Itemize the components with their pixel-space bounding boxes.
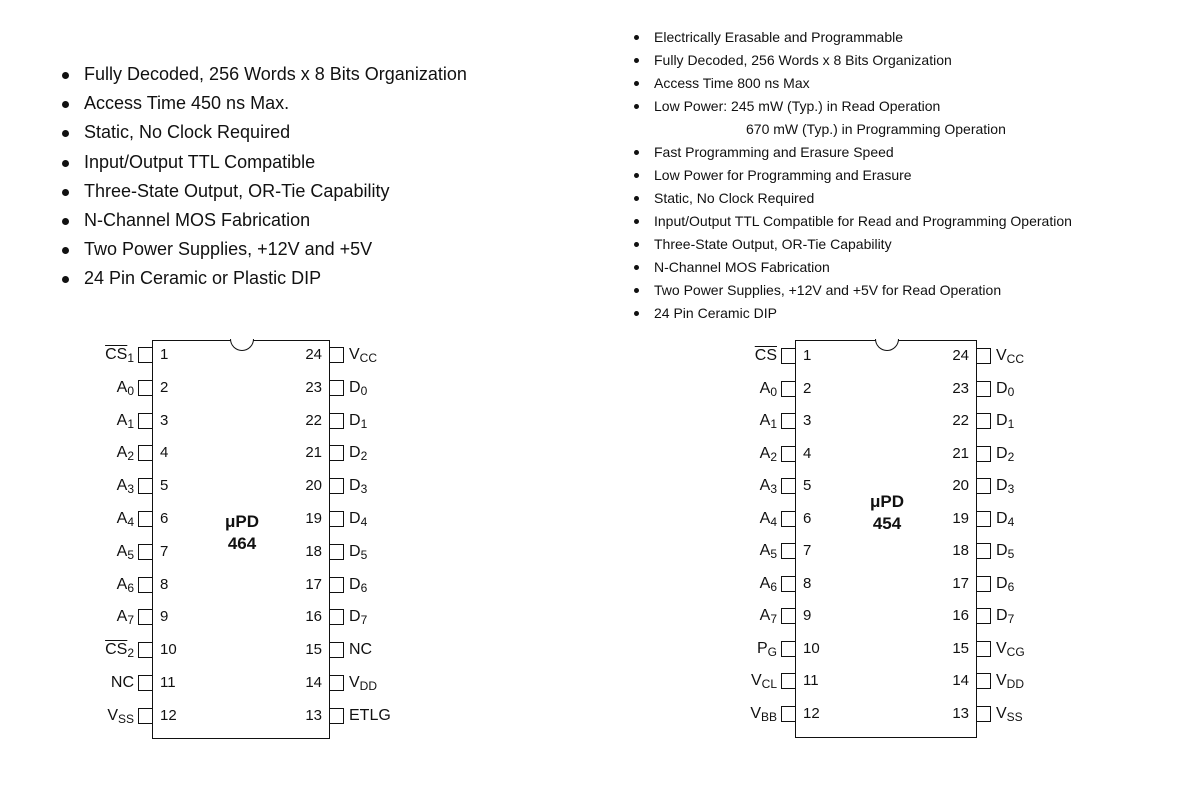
pin-stub	[781, 641, 796, 657]
pin-label	[349, 606, 367, 631]
pin-number: 10	[803, 639, 820, 657]
pin-symbol: V	[750, 704, 761, 722]
pin-stub	[781, 511, 796, 527]
feature-item: Three-State Output, OR-Tie Capability	[634, 235, 1072, 258]
pin-subscript: 7	[1007, 612, 1015, 626]
pin-number: 2	[803, 379, 812, 397]
pin-number: 4	[160, 444, 169, 462]
pin-subscript: 7	[360, 613, 368, 628]
pin-subscript: 1	[127, 416, 134, 431]
pin-stub	[329, 544, 344, 560]
pin-stub	[138, 675, 153, 691]
pin-stub	[138, 445, 153, 461]
pin-symbol: A	[116, 608, 128, 626]
pin-symbol: A	[759, 444, 771, 462]
pin-symbol: D	[996, 574, 1008, 592]
pin-subscript: 5	[770, 547, 777, 561]
pin-subscript: 5	[127, 547, 134, 562]
pin-symbol: D	[996, 542, 1008, 559]
pin-label	[996, 378, 1014, 403]
pin-label	[80, 639, 134, 664]
pin-stub	[781, 706, 796, 722]
feature-item: N-Channel MOS Fabrication	[62, 209, 467, 238]
pin-symbol: A	[116, 510, 128, 527]
pin-subscript: 4	[1007, 514, 1015, 529]
pin-subscript: 6	[127, 580, 134, 595]
pin-number: 21	[305, 444, 322, 462]
pin-stub	[329, 708, 344, 724]
pin-stub	[976, 478, 991, 494]
pin-number: 23	[305, 378, 322, 396]
pin-subscript: 3	[360, 482, 368, 497]
pin-symbol: A	[116, 378, 128, 396]
pin-stub	[781, 478, 796, 494]
pin-number: 12	[160, 706, 177, 724]
pin-number: 1	[803, 347, 812, 364]
pin-symbol: D	[349, 575, 361, 593]
pin-subscript: DD	[359, 679, 378, 693]
pin-label	[996, 475, 1014, 500]
pin-stub	[329, 445, 344, 461]
pin-subscript: 2	[1007, 449, 1015, 464]
pin-symbol: P	[756, 639, 768, 657]
pin-stub	[976, 511, 991, 527]
pin-number: 24	[305, 346, 322, 363]
pin-symbol: NC	[110, 674, 134, 691]
pin-subscript: 1	[127, 351, 134, 365]
pin-number: 22	[305, 411, 322, 429]
pin-number: 2	[160, 378, 169, 396]
upd464-feature-list	[62, 63, 467, 297]
pin-stub	[976, 673, 991, 689]
pin-symbol: D	[349, 510, 361, 527]
pin-symbol: V	[750, 672, 762, 689]
pin-stub	[329, 642, 344, 658]
pin-stub	[976, 641, 991, 657]
pin-number: 11	[803, 672, 819, 689]
pin-number: 11	[160, 674, 176, 691]
pin-subscript: SS	[117, 711, 134, 726]
pin-stub	[329, 478, 344, 494]
pin-number: 17	[305, 575, 322, 593]
pin-subscript: 0	[360, 383, 368, 398]
pin-subscript: 0	[1007, 384, 1015, 399]
pin-label	[720, 345, 777, 370]
pin-label	[996, 573, 1014, 598]
pin-subscript: BB	[760, 709, 777, 724]
pin-number: 24	[952, 347, 969, 364]
feature-item: Static, No Clock Required	[62, 121, 467, 150]
pin-number: 18	[305, 542, 322, 560]
pin-subscript: SS	[1006, 709, 1023, 724]
pin-label	[80, 672, 134, 697]
chip-name-prefix: μPD	[869, 492, 905, 511]
pin-symbol: A	[759, 509, 771, 527]
pin-label	[996, 410, 1014, 435]
pin-stub	[781, 673, 796, 689]
pin1-notch	[230, 339, 254, 351]
pin-subscript: 0	[770, 384, 777, 399]
pin-label	[349, 377, 367, 402]
pin-subscript: 6	[770, 579, 777, 594]
pin-symbol: $\overline{CS}$	[105, 346, 128, 363]
pin-symbol: V	[107, 706, 118, 724]
pin-subscript: DD	[1006, 677, 1025, 691]
pin-symbol: NC	[349, 641, 373, 659]
pin-number: 6	[803, 509, 812, 527]
pin-stub	[138, 708, 153, 724]
pin-subscript: 2	[127, 449, 134, 464]
feature-item: Low Power: 245 mW (Typ.) in Read Operation	[634, 97, 1072, 120]
pin-stub	[781, 413, 796, 429]
pin-number: 5	[803, 477, 812, 494]
pin-label	[720, 573, 777, 598]
pin-subscript: 7	[127, 613, 134, 628]
pin-symbol: V	[996, 639, 1007, 657]
pin-symbol: D	[996, 477, 1008, 494]
pin-subscript: 7	[770, 612, 777, 626]
pin-number: 3	[803, 412, 812, 429]
feature-item: Fast Programming and Erasure Speed	[634, 143, 1072, 166]
pin-subscript: 1	[360, 416, 368, 431]
pin-label	[720, 410, 777, 435]
pin-label	[349, 639, 372, 664]
pin-symbol: D	[349, 608, 361, 626]
feature-item: Fully Decoded, 256 Words x 8 Bits Organization	[634, 51, 1072, 74]
pin-subscript: 3	[770, 482, 777, 496]
pin-number: 20	[305, 477, 322, 495]
pin-stub	[138, 642, 153, 658]
pin-number: 15	[305, 641, 322, 659]
pin-label	[720, 378, 777, 403]
pin-symbol: A	[116, 411, 128, 429]
upd464-pin-diagram	[80, 335, 420, 745]
pin-number: 1	[160, 346, 169, 363]
feature-item: 24 Pin Ceramic or Plastic DIP	[62, 267, 467, 296]
pin-symbol: D	[996, 379, 1008, 397]
pin-number: 8	[160, 575, 169, 593]
pin-number: 9	[803, 607, 812, 624]
pin-label	[349, 672, 377, 697]
pin-label	[349, 705, 391, 730]
pin-number: 19	[305, 510, 322, 527]
pin-subscript: 6	[360, 580, 368, 595]
pin-label	[80, 541, 134, 566]
pin-number: 9	[160, 608, 169, 626]
pin-stub	[138, 544, 153, 560]
pin-number: 13	[952, 704, 969, 722]
pin-subscript: 6	[1007, 579, 1015, 594]
pin-label	[80, 705, 134, 730]
upd454-feature-list	[634, 28, 1072, 327]
pin-label	[349, 344, 377, 369]
pin-label	[80, 574, 134, 599]
pin-number: 13	[305, 706, 322, 724]
pin-number: 23	[952, 379, 969, 397]
feature-item: 24 Pin Ceramic DIP	[634, 304, 1072, 327]
pin-symbol: V	[349, 674, 360, 691]
feature-item: Three-State Output, OR-Tie Capability	[62, 180, 467, 209]
feature-item: Access Time 800 ns Max	[634, 74, 1072, 97]
pin-label	[349, 410, 367, 435]
feature-item: Two Power Supplies, +12V and +5V	[62, 238, 467, 267]
feature-item: Fully Decoded, 256 Words x 8 Bits Organization	[62, 63, 467, 92]
feature-item: Access Time 450 ns Max.	[62, 92, 467, 121]
pin-stub	[138, 577, 153, 593]
pin-subscript: 3	[127, 482, 134, 497]
pin-stub	[138, 413, 153, 429]
pin-label	[80, 410, 134, 435]
pin-symbol: A	[759, 477, 771, 494]
pin-symbol: $\overline{CS}$	[105, 641, 128, 659]
pin-number: 14	[952, 672, 969, 689]
pin-number: 22	[952, 412, 969, 429]
pin-subscript: 4	[127, 515, 134, 529]
pin-subscript: CC	[359, 351, 378, 365]
pin-number: 16	[952, 607, 969, 624]
pin-subscript: G	[767, 644, 777, 659]
pin-stub	[976, 446, 991, 462]
pin-stub	[138, 609, 153, 625]
pin-label	[996, 670, 1024, 695]
pin-stub	[138, 380, 153, 396]
pin-number: 19	[952, 509, 969, 527]
pin-symbol: V	[996, 672, 1007, 689]
pin-subscript: 4	[770, 514, 777, 529]
pin-subscript: CC	[1006, 352, 1025, 366]
pin-subscript: 0	[127, 383, 134, 398]
pin-stub	[781, 381, 796, 397]
pin1-notch	[875, 339, 899, 351]
pin-stub	[976, 381, 991, 397]
pin-subscript: CL	[761, 677, 777, 691]
pin-label	[996, 605, 1014, 630]
pin-symbol: A	[116, 444, 128, 462]
pin-label	[720, 605, 777, 630]
pin-stub	[976, 576, 991, 592]
pin-number: 6	[160, 510, 169, 527]
pin-subscript: 2	[770, 449, 777, 464]
pin-symbol: D	[349, 444, 361, 462]
pin-stub	[781, 608, 796, 624]
pin-stub	[976, 608, 991, 624]
pin-label	[80, 442, 134, 467]
pin-stub	[781, 348, 796, 364]
pin-symbol: D	[349, 411, 361, 429]
pin-subscript: 4	[360, 515, 368, 529]
pin-number: 4	[803, 444, 812, 462]
pin-subscript: 5	[360, 547, 368, 562]
pin-label	[720, 670, 777, 695]
pin-stub	[329, 675, 344, 691]
pin-number: 10	[160, 641, 177, 659]
pin-symbol: D	[996, 444, 1008, 462]
feature-item-continuation: 670 mW (Typ.) in Programming Operation	[746, 121, 1006, 137]
pin-label	[996, 443, 1014, 468]
feature-item: Electrically Erasable and Programmable	[634, 28, 1072, 51]
pin-label	[349, 574, 367, 599]
pin-subscript: 5	[1007, 547, 1015, 561]
pin-symbol: A	[116, 575, 128, 593]
pin-label	[996, 508, 1014, 533]
pin-number: 14	[305, 674, 322, 691]
chip-name-prefix: μPD	[224, 512, 260, 531]
pin-subscript: 1	[1007, 417, 1015, 431]
pin-symbol: A	[116, 477, 128, 495]
pin-number: 21	[952, 444, 969, 462]
upd454-pin-diagram	[720, 335, 1060, 745]
pin-symbol: D	[996, 607, 1008, 624]
pin-label	[996, 540, 1014, 565]
pin-number: 12	[803, 704, 820, 722]
pin-symbol: V	[996, 347, 1007, 364]
pin-stub	[976, 543, 991, 559]
pin-symbol: D	[996, 509, 1008, 527]
pin-label	[349, 475, 367, 500]
pin-symbol: A	[759, 379, 771, 397]
pin-symbol: V	[349, 346, 360, 363]
feature-item: Two Power Supplies, +12V and +5V for Read Operation	[634, 281, 1072, 304]
pin-number: 7	[160, 542, 169, 560]
feature-item: Low Power for Programming and Erasure	[634, 166, 1072, 189]
pin-symbol: $\overline{CS}$	[754, 347, 777, 364]
pin-label	[996, 638, 1025, 663]
pin-stub	[781, 576, 796, 592]
pin-number: 8	[803, 574, 812, 592]
chip-name-number: 454	[872, 514, 902, 533]
pin-stub	[329, 577, 344, 593]
pin-number: 7	[803, 542, 812, 559]
pin-stub	[138, 511, 153, 527]
pin-symbol: A	[759, 574, 771, 592]
pin-number: 5	[160, 477, 169, 495]
pin-subscript: CG	[1006, 644, 1025, 659]
feature-item: N-Channel MOS Fabrication	[634, 258, 1072, 281]
pin-stub	[329, 380, 344, 396]
pin-label	[80, 344, 134, 369]
pin-stub	[781, 446, 796, 462]
pin-symbol: A	[759, 542, 771, 559]
pin-label	[80, 606, 134, 631]
pin-label	[720, 443, 777, 468]
pin-subscript: 2	[360, 449, 368, 464]
pin-label	[80, 475, 134, 500]
feature-item: Input/Output TTL Compatible	[62, 151, 467, 180]
pin-stub	[329, 609, 344, 625]
pin-label	[996, 703, 1023, 728]
pin-label	[720, 508, 777, 533]
pin-stub	[329, 347, 344, 363]
pin-label	[349, 442, 367, 467]
pin-stub	[329, 413, 344, 429]
pin-label	[720, 540, 777, 565]
pin-number: 17	[952, 574, 969, 592]
pin-symbol: D	[349, 477, 361, 495]
feature-item: Static, No Clock Required	[634, 189, 1072, 212]
pin-label	[349, 508, 367, 533]
chip-name-number: 464	[227, 534, 257, 553]
pin-subscript: 3	[1007, 482, 1015, 496]
pin-stub	[329, 511, 344, 527]
pin-symbol: D	[349, 542, 361, 560]
pin-label	[720, 475, 777, 500]
pin-label	[720, 703, 777, 728]
feature-item: Input/Output TTL Compatible for Read and Programming Operation	[634, 212, 1072, 235]
pin-stub	[138, 347, 153, 363]
pin-label	[720, 638, 777, 663]
pin-subscript: 2	[127, 646, 134, 661]
pin-label	[349, 541, 367, 566]
pin-number: 20	[952, 477, 969, 494]
pin-symbol: A	[759, 412, 771, 429]
pin-number: 3	[160, 411, 169, 429]
pin-subscript: 1	[770, 417, 777, 431]
pin-symbol: ETLG	[349, 706, 391, 724]
pin-stub	[781, 543, 796, 559]
pin-stub	[976, 706, 991, 722]
pin-label	[80, 377, 134, 402]
pin-stub	[976, 348, 991, 364]
pin-symbol: D	[349, 378, 361, 396]
pin-number: 18	[952, 542, 969, 559]
pin-symbol: A	[759, 607, 771, 624]
pin-symbol: A	[116, 542, 128, 560]
pin-stub	[138, 478, 153, 494]
pin-label	[996, 345, 1024, 370]
pin-number: 16	[305, 608, 322, 626]
pin-number: 15	[952, 639, 969, 657]
pin-symbol: D	[996, 412, 1008, 429]
pin-stub	[976, 413, 991, 429]
pin-label	[80, 508, 134, 533]
pin-symbol: V	[996, 704, 1007, 722]
